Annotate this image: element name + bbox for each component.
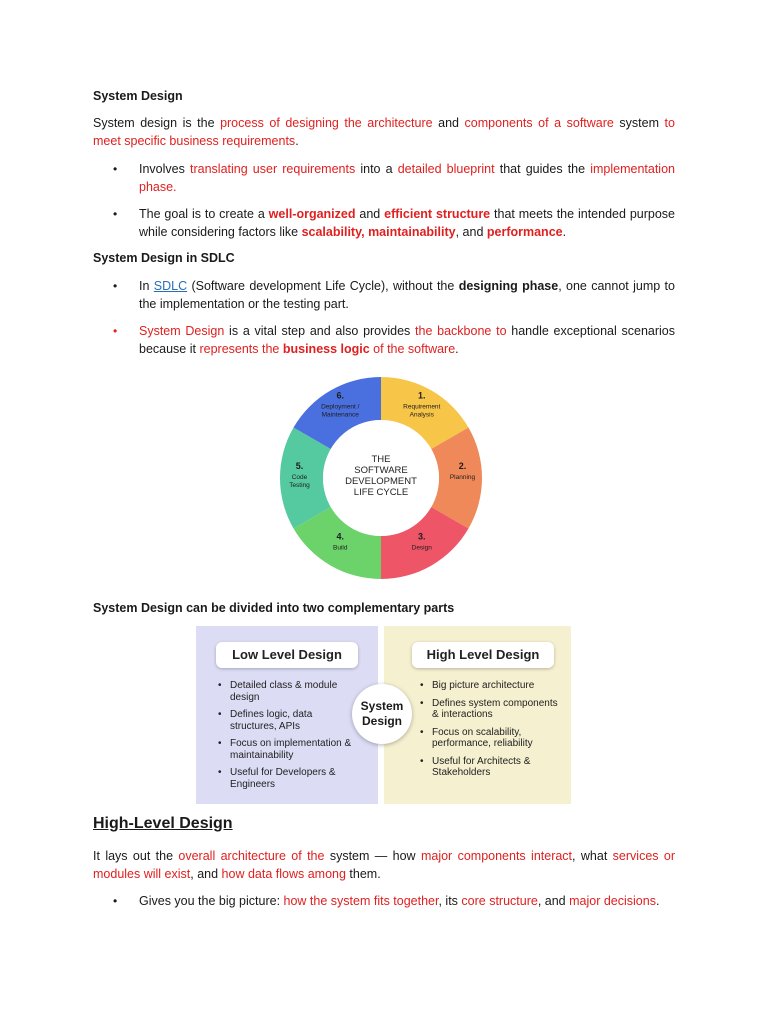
- list-item: [139, 892, 675, 910]
- highlight: detailed blueprint: [397, 162, 495, 176]
- highlight: major components interact: [420, 849, 573, 863]
- highlight: performance: [486, 225, 563, 239]
- highlight: the backbone to: [415, 324, 507, 338]
- text: .: [455, 342, 459, 356]
- text: , and: [190, 867, 222, 881]
- list-item: • Big picture architecture: [420, 680, 565, 692]
- cycle-step-number: 5.: [295, 461, 304, 471]
- cycle-step-label: Deployment /: [321, 403, 360, 411]
- highlight: services or modules will exist: [93, 849, 675, 881]
- highlight: components of a software: [464, 116, 614, 130]
- text: into a: [355, 162, 398, 176]
- high-level-design-title: High Level Design: [412, 642, 554, 668]
- cycle-step-number: 3.: [417, 531, 426, 542]
- cycle-center-line-2: SOFTWARE: [354, 465, 408, 476]
- text: Gives you the big picture:: [139, 894, 284, 908]
- cycle-step-label: Requirement: [403, 403, 441, 411]
- list-item: [139, 277, 675, 313]
- highlight: how the system fits together: [283, 894, 439, 908]
- cycle-step-number: 2.: [458, 461, 467, 471]
- list-item: • Defines system components & interactions: [420, 698, 565, 721]
- section-heading-sdlc: System Design in SDLC: [93, 251, 235, 265]
- text: is a vital step and also provides: [224, 324, 416, 338]
- list-item: • Useful for Developers & Engineers: [218, 767, 358, 790]
- badge-line-2: Design: [361, 714, 402, 728]
- highlight: how data flows among: [221, 867, 346, 881]
- list-item: • Focus on implementation & maintainability: [218, 738, 358, 761]
- text: , and: [455, 225, 487, 239]
- text: system — how: [324, 849, 421, 863]
- badge-line-1: System: [360, 699, 404, 713]
- text: , and: [537, 894, 570, 908]
- section-heading-system-design: System Design: [93, 89, 183, 103]
- text: , what: [572, 849, 613, 863]
- system-design-center-badge: [352, 684, 412, 744]
- cycle-step-label: Maintenance: [321, 411, 359, 419]
- text: system: [613, 116, 665, 130]
- text: and: [432, 116, 465, 130]
- list-item: [139, 322, 675, 358]
- text: (Software development Life Cycle), without the: [187, 279, 459, 293]
- list-item: • Defines logic, data structures, APIs: [218, 709, 358, 732]
- list-item: • Focus on scalability, performance, reliability: [420, 727, 565, 750]
- highlight: process of designing the architecture: [220, 116, 433, 130]
- cycle-step-label: Planning: [449, 474, 476, 481]
- cycle-step-number: 6.: [336, 390, 345, 401]
- text: .: [655, 894, 660, 908]
- text: .: [562, 225, 567, 239]
- cycle-step-label: Code: [291, 474, 308, 481]
- text: .: [295, 134, 299, 148]
- sdlc-link[interactable]: SDLC: [153, 279, 188, 293]
- text: that meets the intended purpose while considering factors like: [139, 207, 675, 239]
- highlight: System Design: [139, 324, 225, 338]
- text: handle exceptional scenarios because it: [139, 324, 675, 356]
- system-design-paragraph: [93, 114, 675, 150]
- low-level-design-panel: [196, 626, 378, 804]
- text: It lays out the: [93, 849, 179, 863]
- bullet-icon: •: [113, 162, 118, 176]
- cycle-step-label: Testing: [289, 482, 310, 489]
- text: System design is the: [93, 116, 221, 130]
- highlight: translating user requirements: [190, 162, 356, 176]
- list-item: [139, 205, 675, 241]
- cycle-center-line-3: DEVELOPMENT: [345, 476, 417, 487]
- cycle-step-number: 1.: [417, 390, 426, 401]
- high-level-design-panel: [384, 626, 571, 804]
- section-heading-high-level-design: High-Level Design: [93, 815, 233, 832]
- low-level-design-title: Low Level Design: [216, 642, 358, 668]
- low-level-design-list: [218, 680, 358, 796]
- highlight: business logic: [282, 342, 370, 356]
- text: In: [139, 279, 154, 293]
- high-level-design-paragraph: [93, 847, 675, 883]
- bullet-icon: •: [113, 894, 118, 908]
- list-item: • Detailed class & module design: [218, 680, 358, 703]
- highlight: overall architecture of the: [178, 849, 325, 863]
- text: and: [355, 207, 385, 221]
- text: them.: [345, 867, 381, 881]
- high-level-design-list: [420, 680, 565, 785]
- highlight: of the software: [369, 342, 456, 356]
- text: Involves: [139, 162, 190, 176]
- text: , its: [438, 894, 462, 908]
- highlight: maintainability: [368, 225, 456, 239]
- bold-text: designing phase: [458, 279, 559, 293]
- highlight: represents the: [199, 342, 283, 356]
- highlight: implementation phase.: [139, 162, 675, 194]
- cycle-step-label: Analysis: [409, 411, 434, 419]
- highlight: core structure: [461, 894, 538, 908]
- list-item: [139, 160, 675, 196]
- bullet-icon: •: [113, 207, 118, 221]
- highlight: scalability: [301, 225, 362, 239]
- bullet-icon: •: [113, 324, 118, 338]
- text: The goal is to create a: [139, 207, 269, 221]
- text: , one cannot jump to the implementation or the testing part.: [139, 279, 675, 311]
- highlight: efficient structure: [384, 207, 491, 221]
- cycle-center-line-4: LIFE CYCLE: [353, 487, 409, 498]
- list-item: • Useful for Architects & Stakeholders: [420, 756, 565, 779]
- cycle-center-line-1: THE: [371, 454, 391, 465]
- text: ,: [361, 225, 369, 239]
- cycle-step-label: Build: [333, 544, 348, 552]
- section-heading-two-parts: System Design can be divided into two complementary parts: [93, 601, 455, 615]
- highlight: major decisions: [569, 894, 656, 908]
- sdlc-cycle-diagram: [0, 372, 768, 592]
- text: that guides the: [494, 162, 591, 176]
- cycle-step-label: Design: [411, 544, 432, 552]
- highlight: well-organized: [268, 207, 356, 221]
- cycle-step-number: 4.: [336, 531, 345, 542]
- highlight: to meet specific business requirements: [93, 116, 675, 148]
- bullet-icon: •: [113, 279, 118, 293]
